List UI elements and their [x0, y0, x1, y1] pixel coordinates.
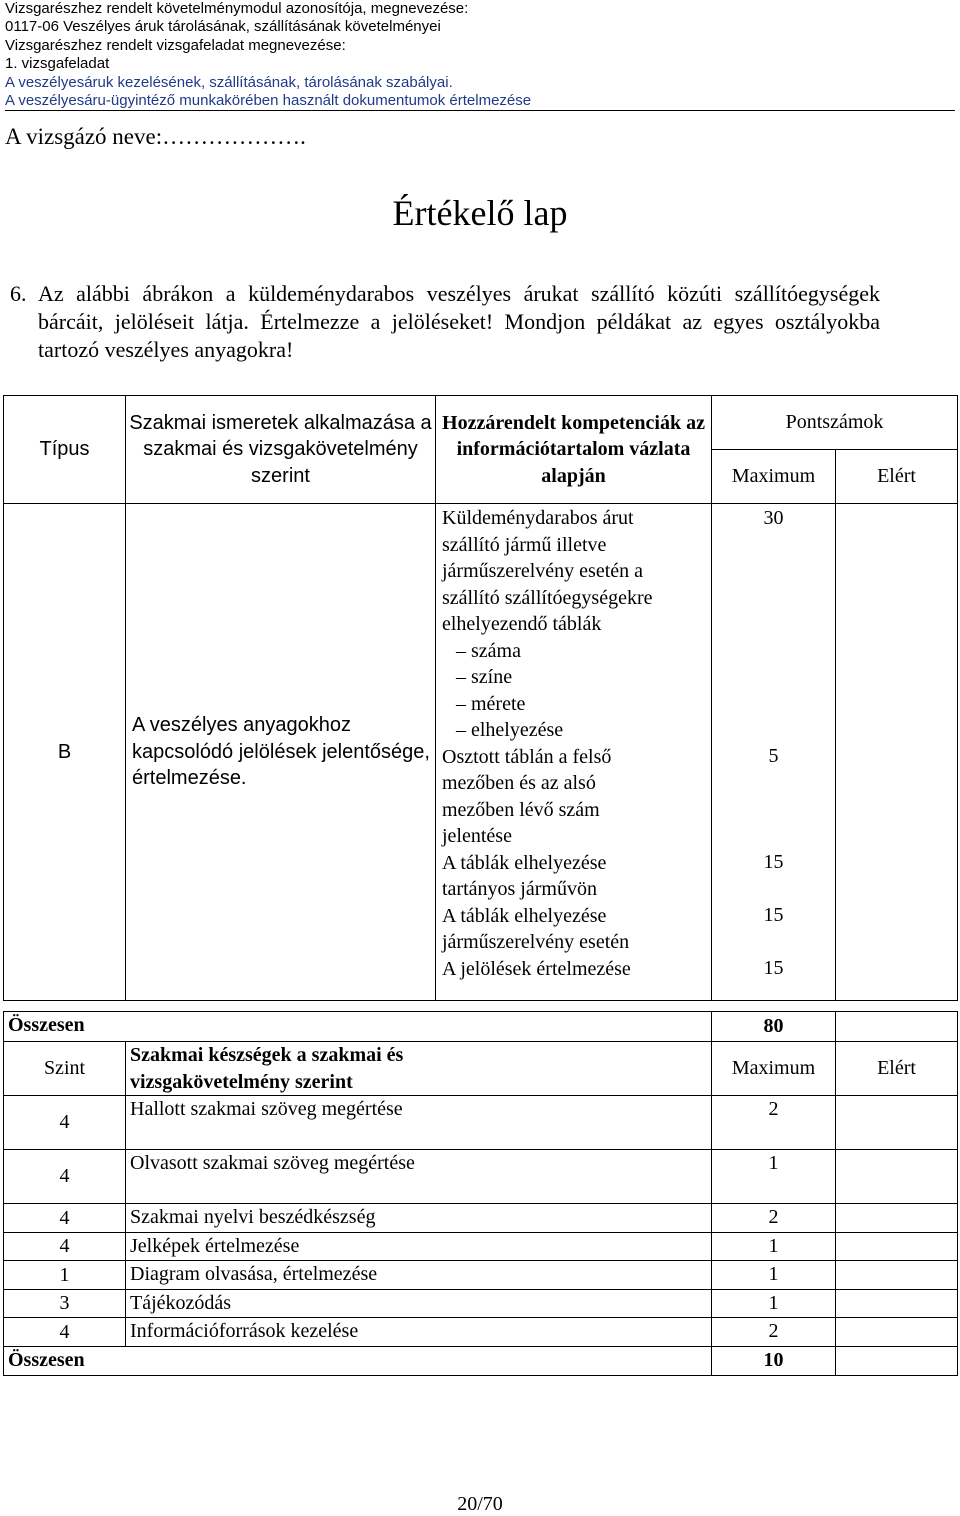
header-skills: Szakmai készségek a szakmai és vizsgakövetelmény szerint: [126, 1042, 436, 1096]
skill-name: Tájékozódás: [126, 1289, 712, 1318]
competence-line: A táblák elhelyezése: [442, 851, 607, 874]
skill-achieved[interactable]: [836, 1289, 958, 1318]
achieved-cell[interactable]: [836, 504, 958, 1001]
skill-max: 2: [712, 1204, 836, 1233]
max-value: 15: [763, 904, 784, 926]
competence-line: jelentése: [442, 825, 512, 847]
skill-level: 4: [4, 1150, 126, 1204]
competence-line: járműszerelvény esetén: [442, 931, 630, 953]
header-achieved: Elért: [836, 1042, 958, 1096]
header-line: 1. vizsgafeladat: [5, 55, 110, 73]
header-points: Pontszámok: [712, 396, 958, 450]
question-text: Az alábbi ábrákon a küldeménydarabos veszélyes árukat szállító közúti szállítóegységek bárcáit, jelöléseit látja. Értelmezze a jelöléseket! Mondjon példákat az egyes osztályokba tartozó veszélyes anyagokra!: [38, 281, 880, 362]
skill-achieved[interactable]: [836, 1318, 958, 1347]
skill-name: Olvasott szakmai szöveg megértése: [126, 1150, 712, 1204]
header-line: A veszélyesáru-ügyintéző munkakörében használt dokumentumok értelmezése: [5, 92, 955, 111]
total-spacer: [126, 1346, 712, 1375]
total-label: Összesen: [4, 1346, 126, 1375]
question: [10, 280, 880, 364]
skill-level: 3: [4, 1289, 126, 1318]
competence-line: járműszerelvény esetén a: [442, 560, 644, 582]
total-max: 10: [712, 1346, 836, 1375]
skill-achieved[interactable]: [836, 1232, 958, 1261]
type-value: B: [4, 504, 126, 1001]
page-title: Értékelő lap: [392, 193, 568, 233]
competence-line: Osztott táblán a felső: [442, 745, 612, 768]
skill-name: Diagram olvasása, értelmezése: [126, 1261, 712, 1290]
skill-level: 1: [4, 1261, 126, 1290]
competence-line: – színe: [456, 666, 513, 688]
candidate-name-label: A vizsgázó neve:……………….: [5, 124, 306, 149]
header-line: 0117-06 Veszélyes áruk tárolásának, szállításának követelményei: [5, 18, 441, 36]
total-achieved[interactable]: [836, 1012, 958, 1042]
competence-line: szállító jármű illetve: [442, 533, 607, 556]
skill-max: 1: [712, 1289, 836, 1318]
competence-line: – elhelyezése: [456, 719, 564, 741]
max-value: 30: [763, 507, 784, 529]
skill-name: Szakmai nyelvi beszédkészség: [126, 1204, 712, 1233]
skill-achieved[interactable]: [836, 1150, 958, 1204]
document-header: [5, 0, 955, 111]
header-type: Típus: [4, 396, 126, 504]
topic-text: A veszélyes anyagokhoz kapcsolódó jelölések jelentősége, értelmezése.: [126, 504, 436, 1001]
question-number: 6.: [10, 281, 27, 306]
competence-line: A jelölések értelmezése: [442, 957, 631, 980]
max-value: 15: [763, 957, 784, 979]
competence-line: szállító szállítóegységekre: [442, 586, 653, 609]
skill-achieved[interactable]: [836, 1261, 958, 1290]
skill-max: 1: [712, 1232, 836, 1261]
header-line: Vizsgarészhez rendelt vizsgafeladat megnevezése:: [5, 36, 346, 54]
competence-line: A táblák elhelyezése: [442, 904, 607, 927]
skills-table: [3, 1011, 958, 1376]
skill-max: 2: [712, 1096, 836, 1150]
competence-list: [436, 504, 712, 1001]
skill-max: 1: [712, 1150, 836, 1204]
max-value: 15: [763, 851, 784, 873]
skill-level: 4: [4, 1204, 126, 1233]
competence-line: – száma: [456, 639, 521, 662]
max-values: [712, 504, 836, 1001]
competence-line: Küldeménydarabos árut: [442, 507, 634, 529]
skill-achieved[interactable]: [836, 1204, 958, 1233]
skill-name: Hallott szakmai szöveg megértése: [126, 1096, 712, 1150]
header-knowledge: Szakmai ismeretek alkalmazása a szakmai és vizsgakövetelmény szerint: [126, 396, 436, 504]
total-achieved[interactable]: [836, 1346, 958, 1375]
header-line: A veszélyesáruk kezelésének, szállításának, tárolásának szabályai.: [5, 73, 453, 91]
competence-line: elhelyezendő táblák: [442, 613, 602, 635]
competence-line: mezőben és az alsó: [442, 772, 596, 794]
competence-line: – mérete: [456, 692, 526, 715]
skill-level: 4: [4, 1096, 126, 1150]
header-spacer: [436, 1042, 712, 1096]
skill-achieved[interactable]: [836, 1096, 958, 1150]
total-max: 80: [712, 1012, 836, 1042]
skill-name: Jelképek értelmezése: [126, 1232, 712, 1261]
knowledge-table: [3, 395, 958, 1001]
skill-name: Információforrások kezelése: [126, 1318, 712, 1347]
skill-level: 4: [4, 1232, 126, 1261]
competence-line: mezőben lévő szám: [442, 798, 600, 821]
skill-max: 1: [712, 1261, 836, 1290]
header-level: Szint: [4, 1042, 126, 1096]
header-achieved: Elért: [836, 450, 958, 504]
total-spacer: [126, 1012, 712, 1042]
header-competence: Hozzárendelt kompetenciák az információtartalom vázlata alapján: [436, 396, 712, 504]
skill-level: 4: [4, 1318, 126, 1347]
total-label: Összesen: [4, 1012, 126, 1042]
skill-max: 2: [712, 1318, 836, 1347]
max-value: 5: [768, 745, 779, 767]
competence-line: tartányos járművön: [442, 878, 597, 900]
page-number: 20/70: [457, 1493, 503, 1515]
header-max: Maximum: [712, 450, 836, 504]
header-max: Maximum: [712, 1042, 836, 1096]
header-line: Vizsgarészhez rendelt követelménymodul azonosítója, megnevezése:: [5, 0, 469, 17]
